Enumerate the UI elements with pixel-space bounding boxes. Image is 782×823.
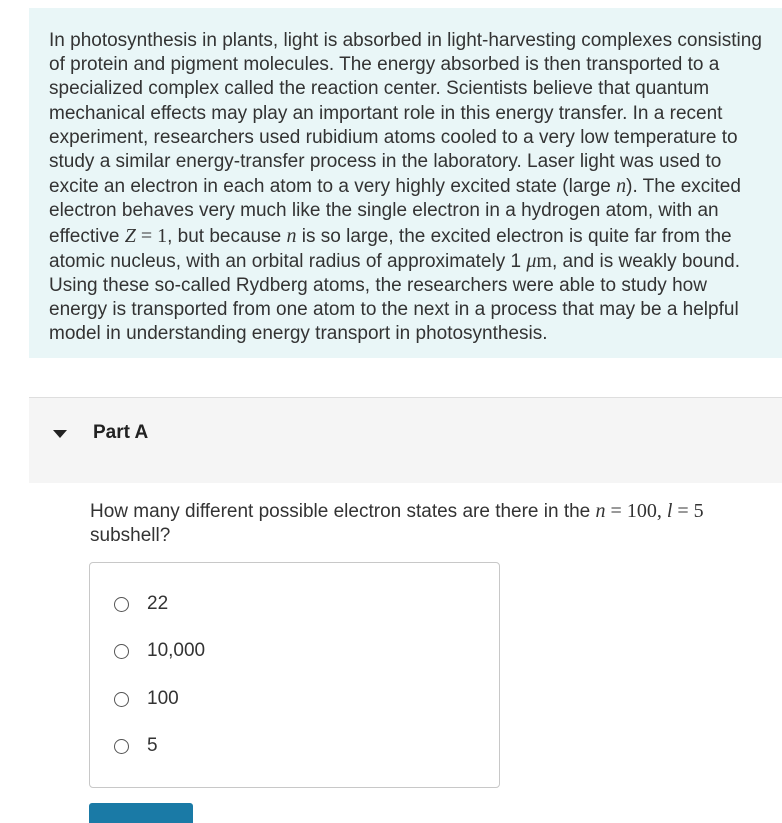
answer-options: [89, 562, 500, 788]
intro-text-segment: , and is weakly bound. Using these so-called Rydberg atoms, the researchers were able to study how energy is transported from one atom to the next in a process that may be a helpful model in understanding energy transport in photosynthesis.: [49, 250, 740, 345]
math-n-value: = 100,: [605, 500, 667, 522]
caret-down-icon[interactable]: [53, 430, 67, 438]
answer-option[interactable]: [114, 639, 205, 663]
math-unit-m: m: [536, 249, 552, 272]
option-label: 10,000: [147, 640, 206, 661]
answer-option[interactable]: [114, 734, 158, 758]
radio-button[interactable]: [114, 644, 129, 659]
answer-option[interactable]: [114, 592, 168, 616]
intro-text: [49, 29, 766, 347]
part-a-header[interactable]: [29, 397, 782, 483]
math-n: n: [616, 175, 627, 198]
radio-button[interactable]: [114, 597, 129, 612]
option-label: 5: [147, 735, 158, 756]
radio-button[interactable]: [114, 739, 129, 754]
answer-option[interactable]: [114, 687, 179, 711]
question-text: [90, 499, 770, 548]
math-unit-mu: μ: [526, 249, 537, 272]
option-label: 100: [147, 688, 179, 709]
intro-text-segment: is so large, the excited electron is quite far from the atomic nucleus, with an orbital radius of approximately 1: [49, 225, 732, 272]
math-z: Z: [124, 224, 136, 247]
submit-button[interactable]: [89, 803, 193, 823]
question-segment: subshell?: [90, 525, 171, 546]
intro-panel: [29, 8, 782, 358]
option-label: 22: [147, 593, 169, 614]
intro-text-segment: In photosynthesis in plants, light is absorbed in light-harvesting complexes consisting of protein and pigment molecules. The energy absorbed is then transported to a specialized complex called the reaction center. Scientists believe that quantum mechanical effects may play an important role in this energy transfer. In a recent experiment, researchers used rubidium atoms cooled to a very low temperature to study a similar energy-transfer process in the laboratory. Laser light was used to excite an electron in each atom to a very highly excited state (large: [49, 30, 762, 198]
math-n: n: [286, 224, 297, 247]
math-n: n: [595, 500, 606, 522]
intro-text-segment: ). The excited electron behaves very much like the single electron in a hydrogen atom, with an effective: [49, 176, 741, 247]
part-title: Part A: [93, 422, 149, 443]
math-z-value: = 1: [135, 224, 168, 247]
math-l-value: = 5: [672, 500, 704, 522]
math-l: l: [666, 500, 673, 522]
radio-button[interactable]: [114, 692, 129, 707]
intro-text-segment: , but because: [167, 225, 287, 247]
question-segment: How many different possible electron states are there in the: [90, 501, 596, 522]
